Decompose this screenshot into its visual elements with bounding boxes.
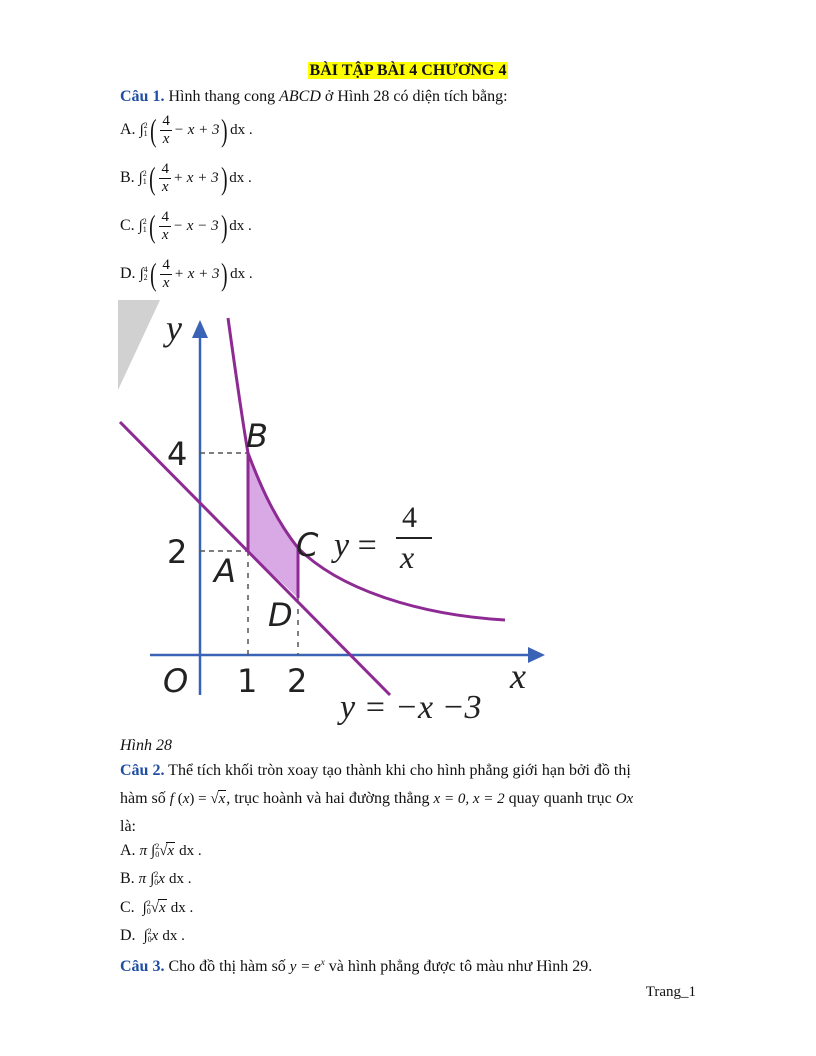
integral-sign: ∫ <box>139 121 144 138</box>
question-1-option[interactable] <box>120 252 253 296</box>
differential: dx . <box>168 871 192 887</box>
differential: dx . <box>230 121 253 138</box>
question-1-option[interactable] <box>120 156 252 200</box>
integral-limits: 2 1 <box>142 217 147 234</box>
watermark-stripe <box>118 300 160 390</box>
tick-x1: 1 <box>237 662 258 700</box>
integral-limits: 2 0 <box>155 842 160 860</box>
option-letter: B. <box>120 870 135 887</box>
question-2-axis: Ox <box>615 791 634 807</box>
fraction: $\frac{4}{x}$ <box>161 160 169 195</box>
integral-sign: ∫ <box>151 843 156 859</box>
integral-limits: 2 1 <box>143 121 148 138</box>
integral-sign: ∫ <box>150 871 155 887</box>
option-letter: D. <box>120 265 136 282</box>
pi-symbol: π <box>139 843 148 859</box>
page-footer: Trang_1 <box>645 984 696 1000</box>
question-3-text-b: và hình phẳng được tô màu như Hình 29. <box>328 958 593 975</box>
question-3-label: Câu 3. <box>120 958 165 975</box>
title-text: BÀI TẬP BÀI 4 CHƯƠNG 4 <box>309 62 507 79</box>
question-2-line-3: là: <box>120 818 136 835</box>
fraction: $\frac{4}{x}$ <box>162 112 170 147</box>
label-origin: O <box>163 662 189 700</box>
integral-sign: ∫ <box>138 169 143 186</box>
fraction: $\frac{4}{x}$ <box>161 208 169 243</box>
expression-rest: + x + 3 <box>173 265 220 282</box>
integral-limits: 2 1 <box>142 169 147 186</box>
tick-y4: 4 <box>167 435 188 473</box>
x-axis-arrow <box>528 647 545 663</box>
question-2-text-2b: , trục hoành và hai đường thẳng <box>226 790 430 807</box>
point-d-label: D <box>268 596 293 634</box>
point-c-label: C <box>296 526 319 564</box>
curve-label-lhs: y = <box>334 527 377 564</box>
point-a-label: A <box>214 552 236 590</box>
integral-sign: ∫ <box>139 265 144 282</box>
integral-limits: 2 0 <box>147 927 152 945</box>
question-1-text-a: Hình thang cong <box>168 88 276 105</box>
question-1-option[interactable] <box>120 108 253 152</box>
pi-symbol: π <box>138 871 147 887</box>
figure-28-caption: Hình 28 <box>120 737 172 754</box>
integrand: x <box>151 928 159 944</box>
question-2-line-2 <box>120 790 633 808</box>
sqrt-expression: √x <box>159 843 175 859</box>
question-2-line-1 <box>120 762 631 780</box>
question-2-function: f (x) = √x <box>169 791 226 807</box>
curve-label-num: 4 <box>402 501 417 534</box>
integral-limits: 4 2 <box>143 265 148 282</box>
expression-rest: + x + 3 <box>172 169 219 186</box>
left-paren: ( <box>148 160 156 196</box>
question-3-text-a: Cho đồ thị hàm số <box>168 958 286 975</box>
sqrt-expression: √x <box>150 900 166 916</box>
option-letter: D. <box>120 927 136 944</box>
curve-label-den: x <box>400 539 415 575</box>
question-2-text-2a: hàm số <box>120 790 166 807</box>
option-letter: B. <box>120 169 135 186</box>
integral-sign: ∫ <box>143 928 148 944</box>
expression-rest: − x + 3 <box>173 121 220 138</box>
question-2-text-1: Thể tích khối tròn xoay tạo thành khi cho hình phẳng giới hạn bởi đồ thị <box>168 762 631 779</box>
option-letter: C. <box>120 899 135 916</box>
question-1-text-b: ở Hình 28 có diện tích bằng: <box>324 88 508 105</box>
differential: dx . <box>230 265 253 282</box>
integral-limits: 2 0 <box>146 899 151 917</box>
figure-28 <box>118 300 558 730</box>
question-2-bounds: x = 0, x = 2 <box>433 791 505 807</box>
question-3-function: $y = e^x$ <box>289 957 325 975</box>
right-paren: ) <box>220 160 228 196</box>
question-2-option[interactable] <box>120 842 202 860</box>
integrand: x <box>158 871 165 887</box>
line-label: y = −x −3 <box>340 689 482 726</box>
expression-rest: − x − 3 <box>172 217 219 234</box>
right-paren: ) <box>220 208 228 244</box>
option-letter: A. <box>120 842 136 859</box>
label-x: x <box>510 656 526 696</box>
differential: dx . <box>229 169 252 186</box>
question-2-option[interactable] <box>120 927 185 945</box>
question-1-option[interactable] <box>120 204 252 248</box>
question-2-option[interactable] <box>120 870 191 888</box>
integral-sign: ∫ <box>142 900 147 916</box>
point-b-label: B <box>246 417 268 455</box>
integral-limits: 2 0 <box>154 870 159 888</box>
differential: dx . <box>179 843 202 859</box>
differential: dx . <box>229 217 252 234</box>
page-title <box>0 62 816 80</box>
differential: dx . <box>170 900 194 916</box>
right-paren: ) <box>221 256 229 292</box>
question-2-option[interactable] <box>120 899 193 917</box>
integral-sign: ∫ <box>138 217 143 234</box>
differential: dx . <box>162 928 185 944</box>
tick-x2: 2 <box>287 662 308 700</box>
left-paren: ( <box>149 112 157 148</box>
option-letter: A. <box>120 121 136 138</box>
fraction: $\frac{4}{x}$ <box>162 256 170 291</box>
question-1-shape: ABCD <box>279 88 321 105</box>
question-3-stem <box>120 957 592 976</box>
question-1-label: Câu 1. <box>120 88 165 105</box>
question-2-text-2c: quay quanh trục <box>508 790 612 807</box>
question-2-label: Câu 2. <box>120 762 165 779</box>
y-axis-arrow <box>192 320 208 338</box>
label-y: y <box>166 308 182 348</box>
left-paren: ( <box>149 256 157 292</box>
option-letter: C. <box>120 217 135 234</box>
left-paren: ( <box>148 208 156 244</box>
right-paren: ) <box>221 112 229 148</box>
tick-y2: 2 <box>167 533 188 571</box>
question-1-stem <box>120 88 508 106</box>
